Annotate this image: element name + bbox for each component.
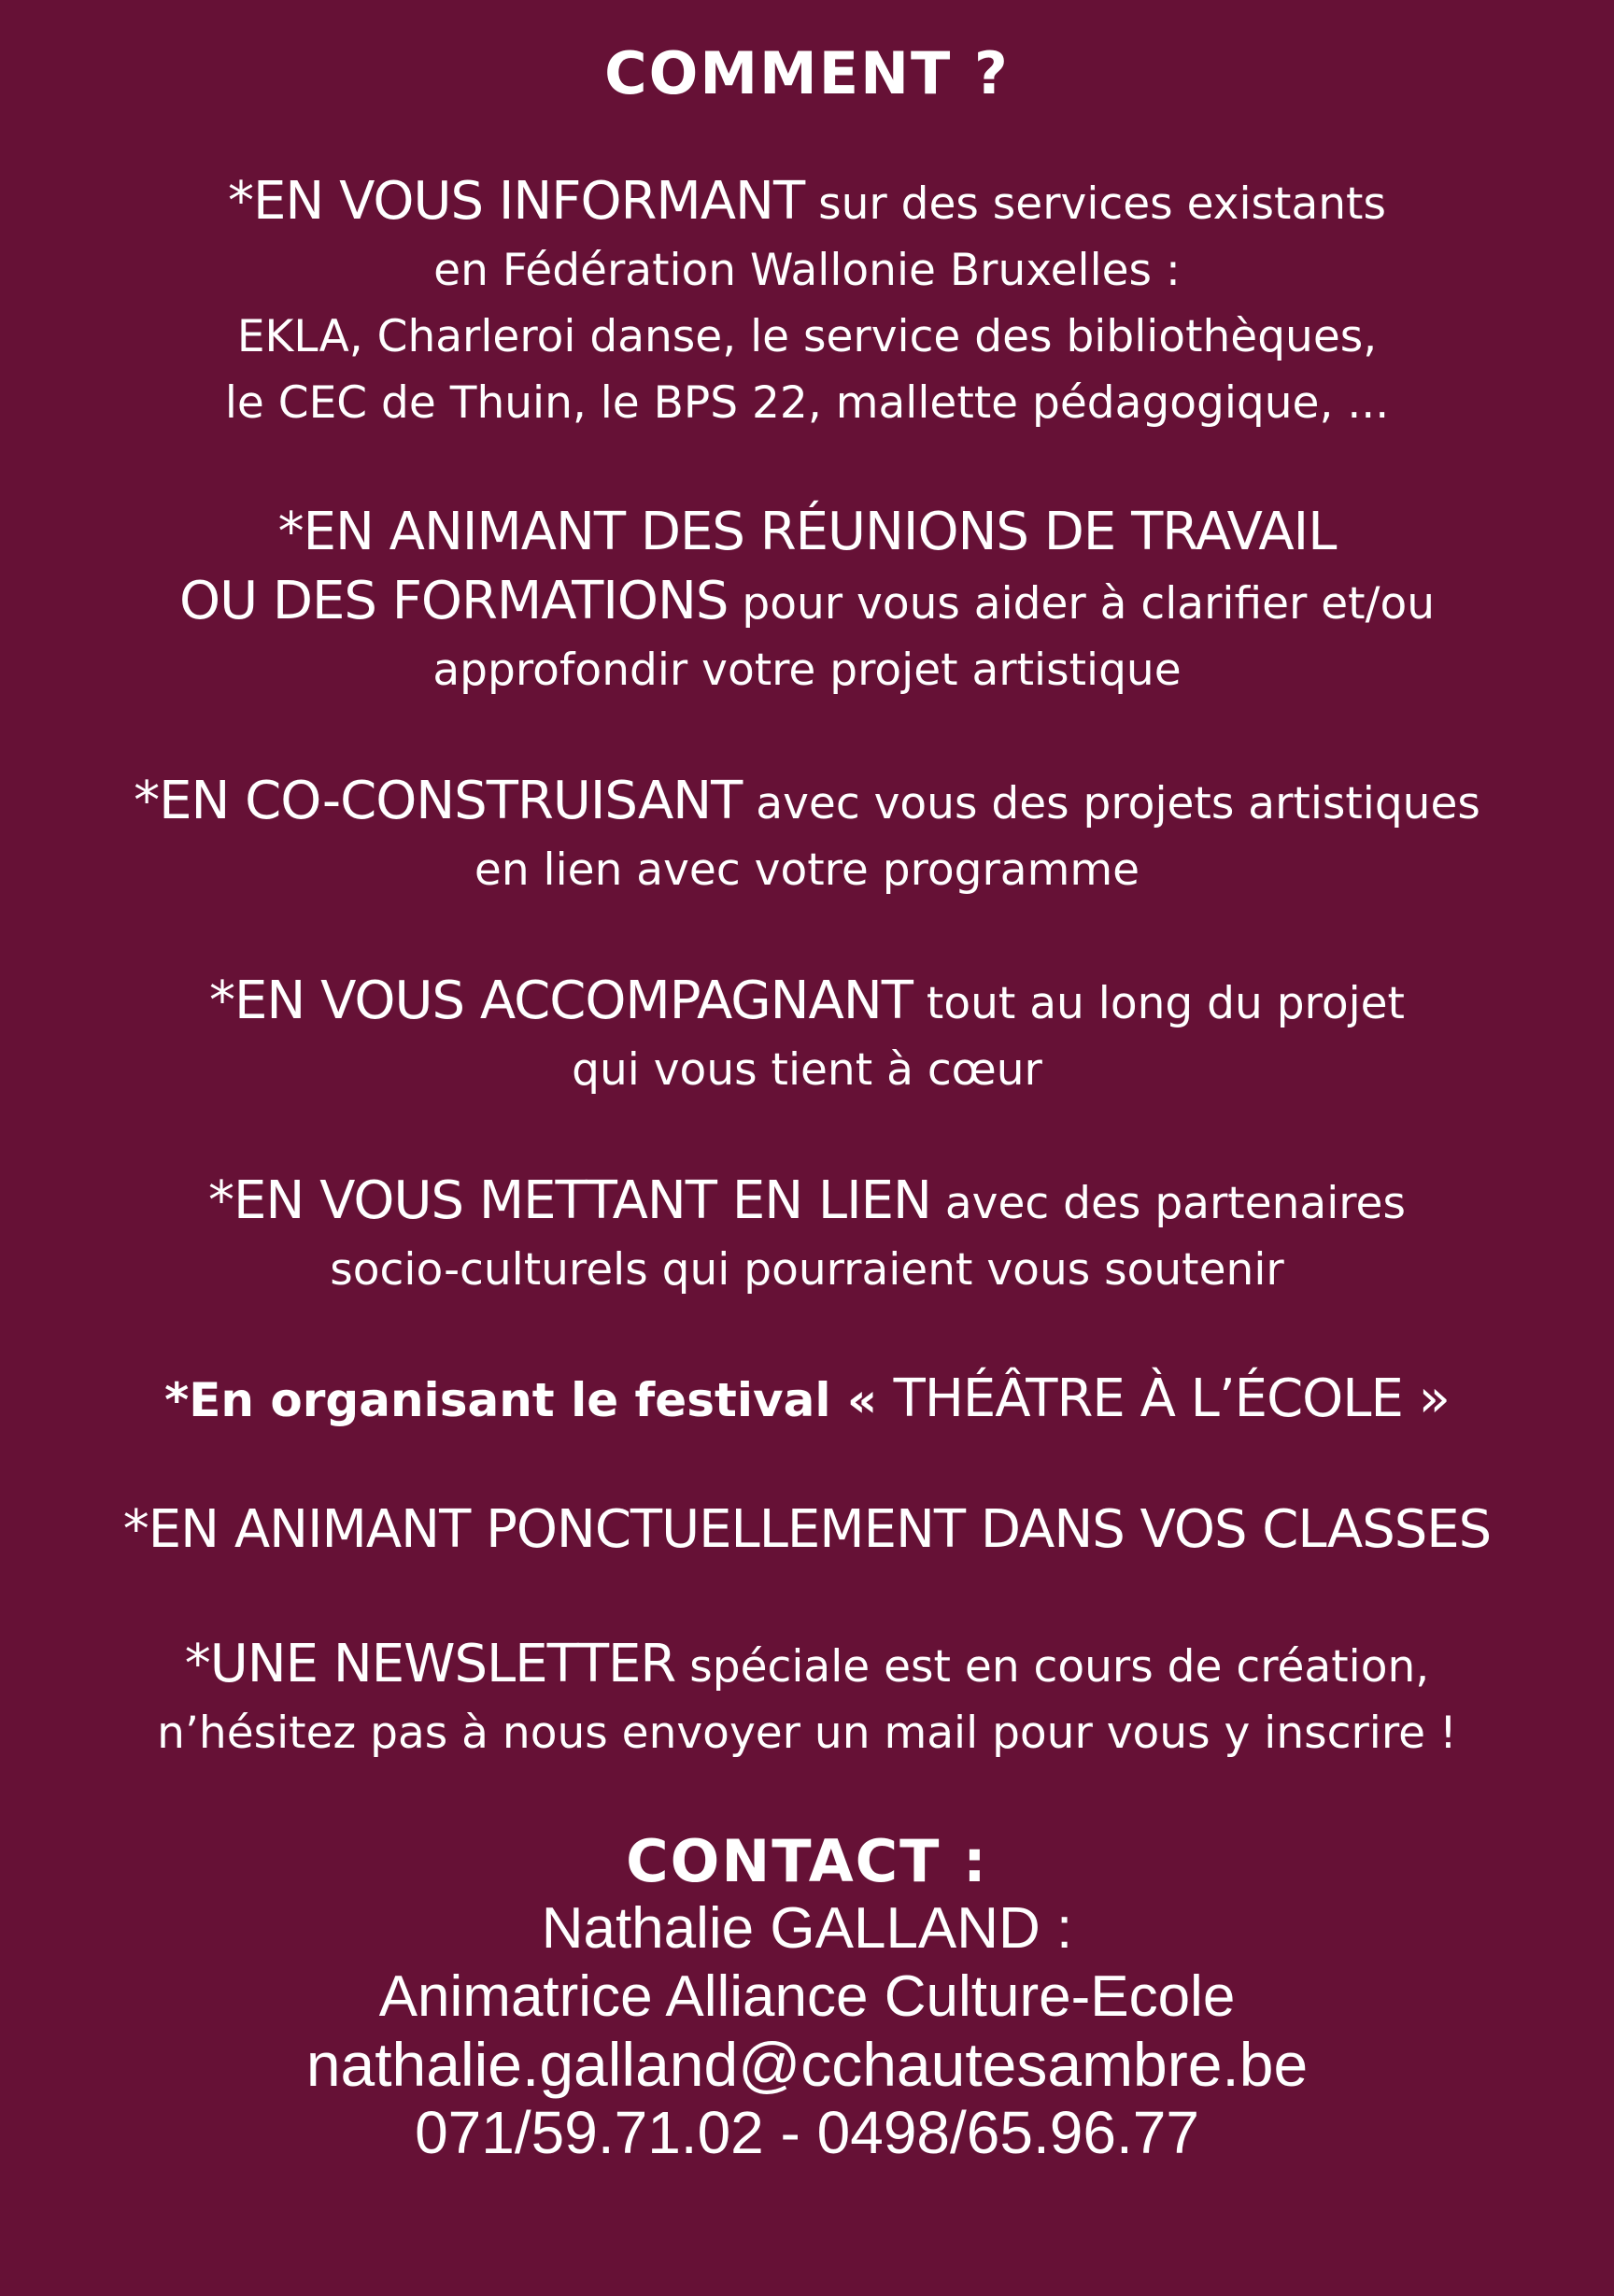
item-line: [0, 1496, 1614, 1566]
item-line: [0, 1237, 1614, 1303]
item-line: [0, 237, 1614, 304]
item-text: socio-culturels qui pourraient vous soutenir: [330, 1244, 1284, 1296]
item-lead: *EN VOUS ACCOMPAGNANT: [209, 971, 913, 1031]
item-text: pour vous aider à clarifier et/ou: [728, 578, 1435, 630]
item-line: [0, 370, 1614, 436]
item-line: [0, 1700, 1614, 1766]
item-text: qui vous tient à cœur: [572, 1044, 1042, 1096]
item-lead: *UNE NEWSLETTER: [184, 1634, 676, 1694]
item-text: avec vous des projets artistiques: [742, 778, 1480, 829]
page-title: COMMENT ?: [604, 39, 1010, 107]
item-workshops: [0, 499, 1614, 703]
item-text: spéciale est en cours de création,: [675, 1641, 1430, 1693]
item-line: [0, 568, 1614, 637]
item-lead: *EN CO-CONSTRUISANT: [134, 771, 743, 831]
item-lead: THÉÂTRE À L’ÉCOLE »: [893, 1368, 1450, 1429]
item-text: n’hésitez pas à nous envoyer un mail pour vous y inscrire !: [157, 1708, 1457, 1759]
item-line: [0, 1037, 1614, 1103]
item-lead: OU DES FORMATIONS: [178, 571, 729, 631]
item-festival: [0, 1366, 1614, 1435]
item-accompany: [0, 968, 1614, 1103]
item-lead: *EN ANIMANT DES RÉUNIONS DE TRAVAIL: [277, 502, 1337, 562]
item-informing: [0, 168, 1614, 436]
item-lead: *EN VOUS INFORMANT: [228, 171, 805, 232]
item-line: [0, 304, 1614, 370]
item-co-construct: [0, 768, 1614, 903]
item-text: avec des partenaires: [930, 1178, 1406, 1229]
contact-phone[interactable]: 071/59.71.02 - 0498/65.96.77: [415, 2099, 1199, 2166]
contact-heading: CONTACT :: [626, 1827, 988, 1895]
item-partners: [0, 1168, 1614, 1303]
item-text: en Fédération Wallonie Bruxelles :: [433, 245, 1181, 296]
item-line: [0, 1168, 1614, 1237]
item-line: [0, 768, 1614, 837]
item-text: tout au long du projet: [912, 978, 1405, 1029]
contact-block: [0, 1894, 1614, 2167]
item-line: [0, 1366, 1614, 1435]
item-line: [0, 1631, 1614, 1700]
item-line: [0, 968, 1614, 1037]
item-text: sur des services existants: [804, 178, 1386, 230]
item-classes: [0, 1496, 1614, 1566]
item-text: approfondir votre projet artistique: [432, 645, 1182, 696]
item-text: en lien avec votre programme: [474, 844, 1140, 896]
contact-email[interactable]: nathalie.galland@cchautesambre.be: [305, 2030, 1309, 2099]
item-lead: *EN VOUS METTANT EN LIEN: [208, 1170, 931, 1231]
contact-role: Animatrice Alliance Culture-Ecole: [378, 1964, 1236, 2029]
item-line: [0, 637, 1614, 703]
item-line: [0, 499, 1614, 568]
contact-name: Nathalie GALLAND :: [541, 1896, 1073, 1961]
item-newsletter: [0, 1631, 1614, 1766]
item-line: [0, 837, 1614, 903]
item-text: le CEC de Thuin, le BPS 22, mallette pédagogique, ...: [224, 377, 1390, 429]
item-lead: *EN ANIMANT PONCTUELLEMENT DANS VOS CLASSES: [122, 1499, 1492, 1560]
item-org-text: *En organisant le festival «: [164, 1373, 894, 1427]
item-text: EKLA, Charleroi danse, le service des bibliothèques,: [236, 311, 1378, 362]
item-line: [0, 168, 1614, 237]
